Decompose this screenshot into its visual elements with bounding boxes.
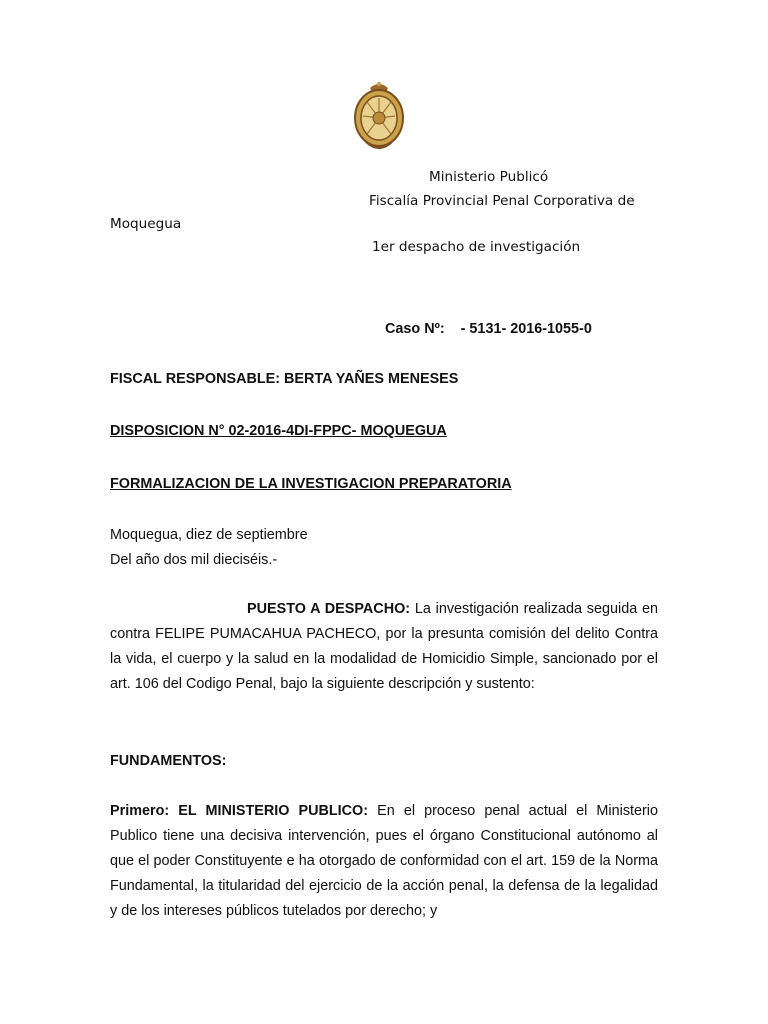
fundamentos-heading: FUNDAMENTOS: <box>110 753 227 769</box>
despacho-text: La investigación realizada seguida en contra FELIPE PUMACAHUA PACHECO, por la presunta comisión del delito Contra la vida, el cuerpo y la salud en la modalidad de Homicidio Simple, sancionado por el art. 106 del Codigo Penal, bajo la siguiente descripción y sustento: <box>110 601 658 692</box>
primero-text: En el proceso penal actual el Ministerio Publico tiene una decisiva intervención, pues el órgano Constitucional autónomo al que el poder Constituyente e ha otorgado de conformidad con el art. 159 de la Norma Fundamental, la titularidad del ejercicio de la acción penal, la defensa de la legalidad y de los intereses públicos tutelados por derecho; y <box>110 803 659 919</box>
office-name-line2: Moquegua <box>110 216 182 232</box>
date-line1: Moquegua, diez de septiembre <box>110 527 308 543</box>
despacho-paragraph <box>110 597 658 697</box>
disposicion-number: DISPOSICION N° 02-2016-4DI-FPPC- MOQUEGUA <box>110 423 447 439</box>
despacho-lead: PUESTO A DESPACHO: <box>247 601 411 617</box>
primero-lead: Primero: EL MINISTERIO PUBLICO: <box>110 803 369 819</box>
date-line2: Del año dos mil dieciséis.- <box>110 552 278 568</box>
office-unit: 1er despacho de investigación <box>372 239 581 255</box>
ministerio-publico-seal-icon <box>350 78 408 154</box>
office-name-line1: Fiscalía Provincial Penal Corporativa de <box>369 193 635 209</box>
primero-paragraph <box>110 799 658 924</box>
case-number: - 5131- 2016-1055-0 <box>460 321 592 337</box>
fiscal-responsable: FISCAL RESPONSABLE: BERTA YAÑES MENESES <box>110 371 459 387</box>
case-label: Caso Nº: <box>385 321 445 337</box>
document-title: FORMALIZACION DE LA INVESTIGACION PREPARATORIA <box>110 476 512 492</box>
institution-name: Ministerio Publicó <box>429 169 549 185</box>
case-number-row <box>385 320 592 338</box>
